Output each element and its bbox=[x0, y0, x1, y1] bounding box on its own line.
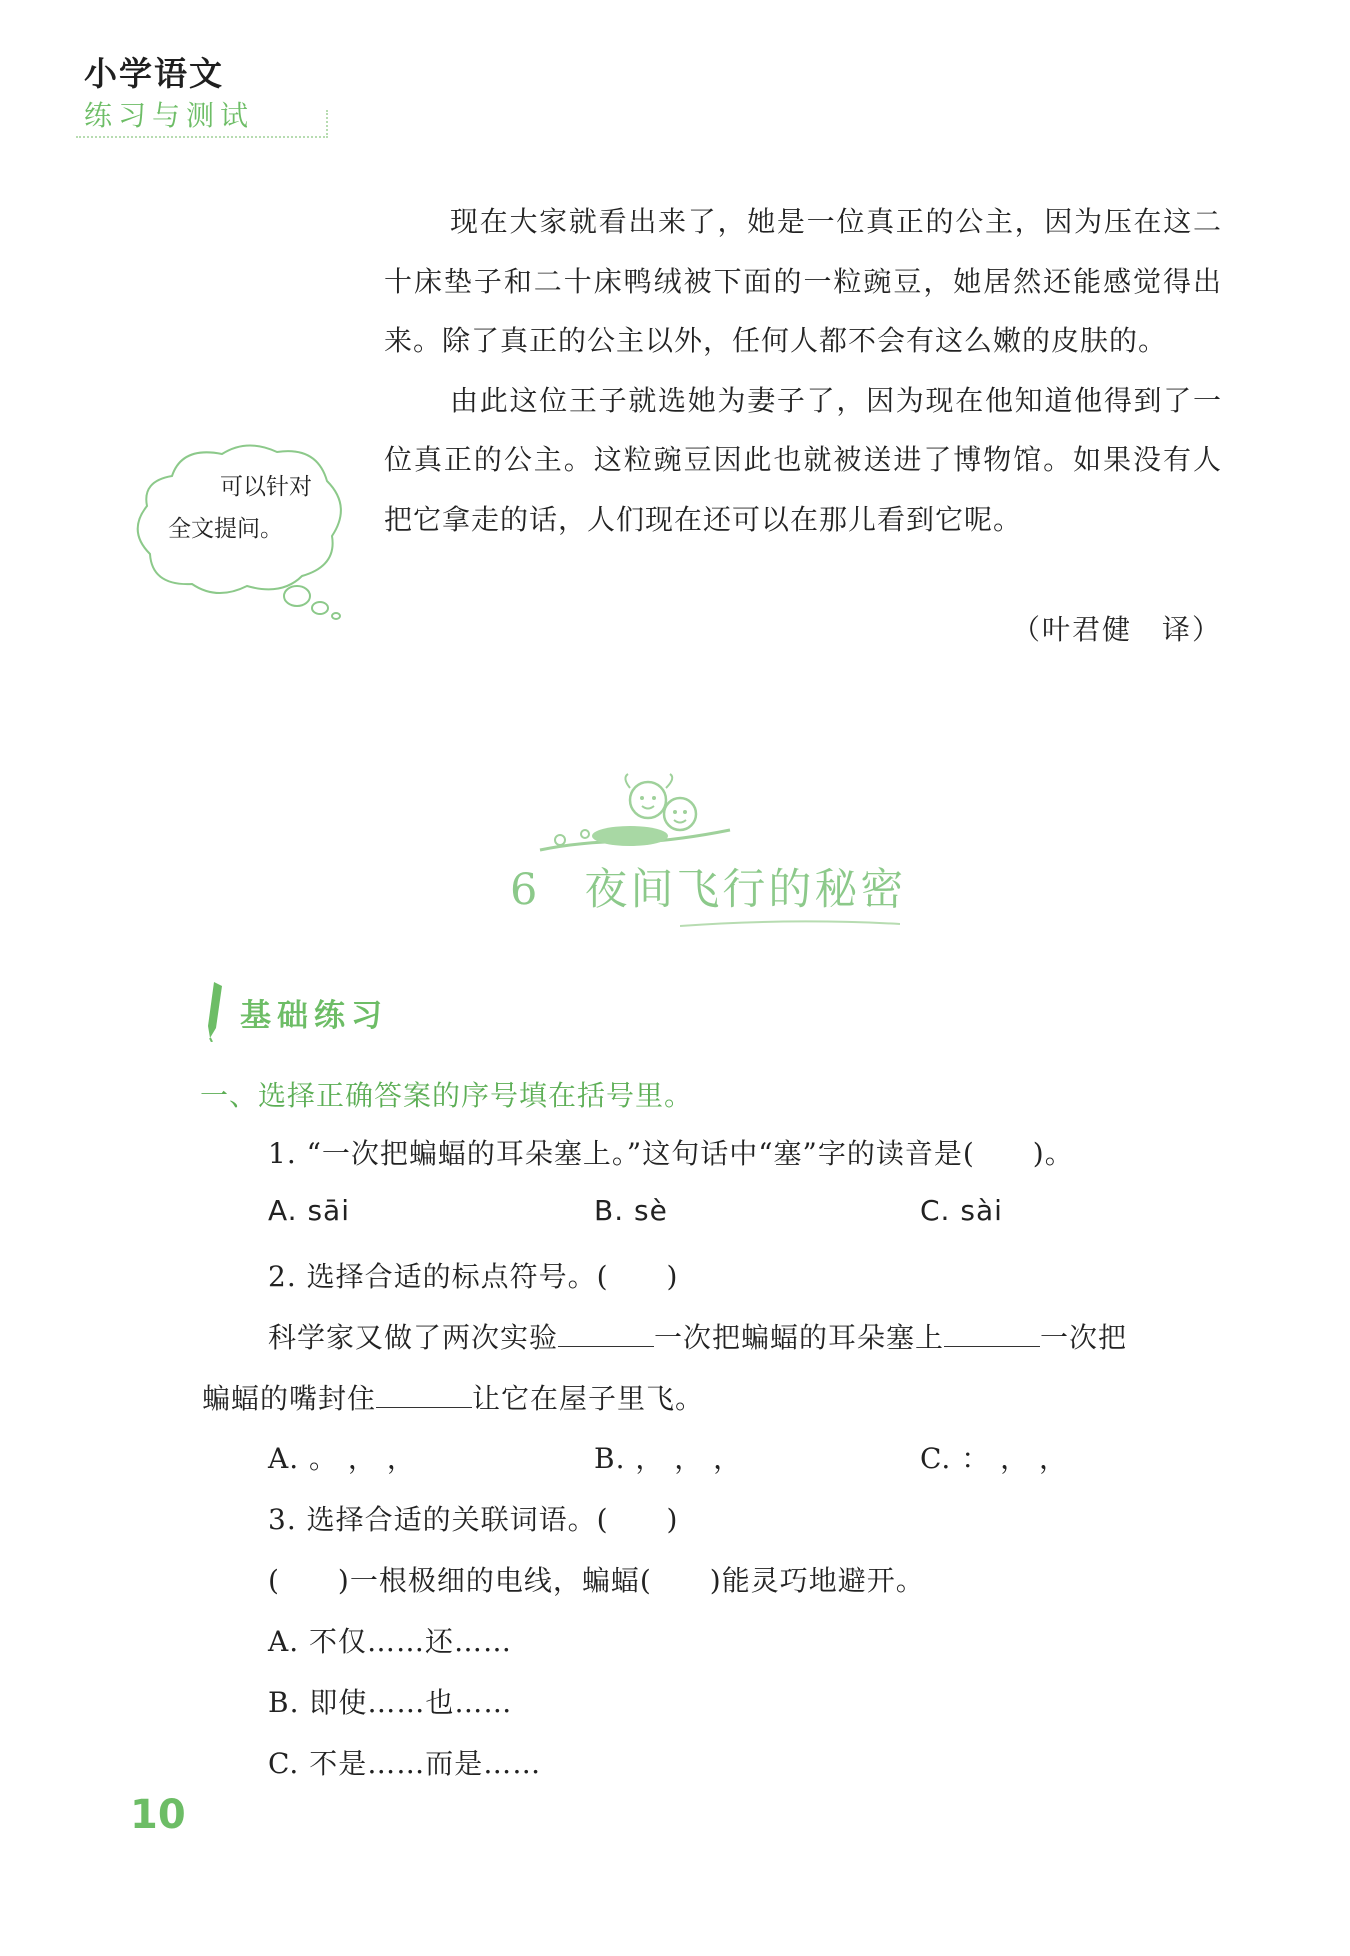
side-note-line-2: 全文提问。 bbox=[168, 516, 283, 542]
side-note-line-1: 可以针对 bbox=[220, 474, 312, 500]
children-doodle-icon bbox=[530, 770, 750, 870]
q2-option-b: B. ， ， ， bbox=[594, 1442, 743, 1475]
passage-paragraph: 由此这位王子就选她为妻子了，因为现在他知道他得到了一位真正的公主。这粒豌豆因此也就被送进了博物馆。如果没有人把它拿走的话，人们现在还可以在那儿看到它呢。 bbox=[384, 383, 1222, 536]
q3-sentence: ( )一根极细的电线，蝙蝠( )能灵巧地避开。 bbox=[268, 1564, 925, 1597]
q1-stem: 1. “一次把蝙蝠的耳朵塞上。”这句话中“塞”字的读音是( )。 bbox=[268, 1137, 1074, 1170]
passage-paragraph: 现在大家就看出来了，她是一位真正的公主，因为压在这二十床垫子和二十床鸭绒被下面的一粒豌豆，她居然还能感觉得出来。除了真正的公主以外，任何人都不会有这么嫩的皮肤的。 bbox=[384, 205, 1222, 357]
q3-option-a: A. 不仅……还…… bbox=[268, 1625, 513, 1658]
q3-stem: 3. 选择合适的关联词语。( ) bbox=[268, 1503, 679, 1536]
pencil-icon bbox=[200, 980, 230, 1042]
q1-option-b: B. sè bbox=[594, 1194, 668, 1227]
q2-sentence-line-2 bbox=[202, 1377, 704, 1417]
q2-option-c: C. ： ， ， bbox=[920, 1442, 1069, 1475]
q1-option-a: A. sāi bbox=[268, 1194, 350, 1227]
brand-dotted-frame bbox=[76, 110, 328, 138]
brand-title: 小学语文 bbox=[84, 54, 224, 93]
q3-option-b: B. 即使……也…… bbox=[268, 1686, 513, 1719]
q2-sentence-part: 一次把 bbox=[1040, 1321, 1128, 1354]
q2-sentence-line-1 bbox=[268, 1316, 1127, 1356]
q1-option-c: C. sài bbox=[920, 1194, 1003, 1227]
page-number: 10 bbox=[130, 1792, 186, 1838]
lesson-title bbox=[510, 856, 906, 917]
q2-option-a: A. 。 ， ， bbox=[268, 1442, 416, 1475]
title-underline-swash bbox=[680, 918, 900, 930]
q2-sentence-part: 蝙蝠的嘴封住 bbox=[202, 1382, 377, 1415]
answer-blank[interactable] bbox=[944, 1320, 1040, 1347]
story-passage bbox=[384, 192, 1222, 549]
side-note bbox=[168, 466, 328, 550]
q3-option-c: C. 不是……而是…… bbox=[268, 1747, 542, 1780]
q2-sentence-part: 一次把蝙蝠的耳朵塞上 bbox=[654, 1321, 945, 1354]
section-title: 基础练习 bbox=[240, 998, 388, 1034]
lesson-number: 6 bbox=[510, 865, 541, 915]
q2-sentence-part: 科学家又做了两次实验 bbox=[268, 1321, 559, 1354]
q2-sentence-part: 让它在屋子里飞。 bbox=[472, 1382, 705, 1415]
answer-blank[interactable] bbox=[376, 1381, 472, 1408]
answer-blank[interactable] bbox=[558, 1320, 654, 1347]
brand-subtitle: 练习与测试 bbox=[84, 99, 255, 132]
lesson-name: 夜间飞行的秘密 bbox=[584, 865, 907, 915]
q2-stem: 2. 选择合适的标点符号。( ) bbox=[268, 1260, 679, 1293]
question-heading: 一、选择正确答案的序号填在括号里。 bbox=[200, 1079, 694, 1112]
translator-credit: （叶君健 译） bbox=[1011, 613, 1222, 646]
